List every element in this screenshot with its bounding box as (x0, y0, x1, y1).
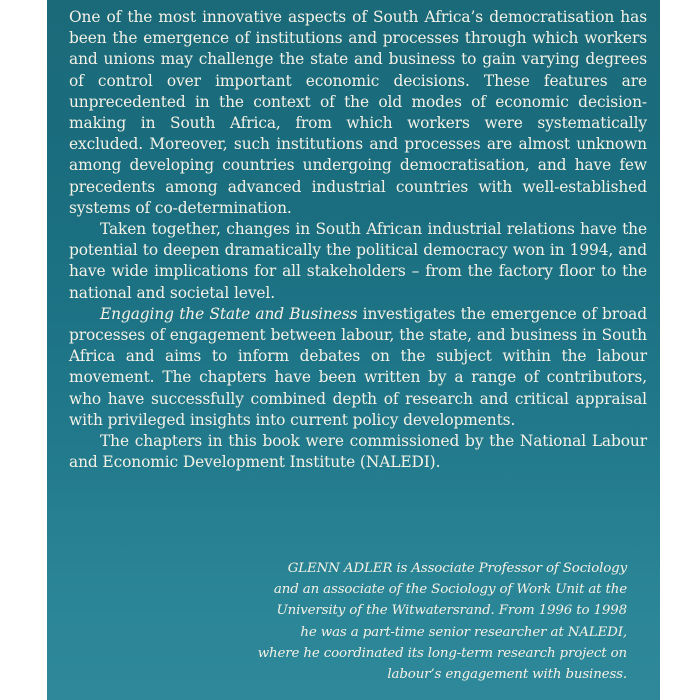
author-bio-line: University of the Witwatersrand. From 1996 to 1998 (276, 603, 627, 619)
author-bio-line: he was a part-time senior researcher at NALEDI, (300, 624, 627, 640)
author-bio-line: where he coordinated its long-term research project on (257, 645, 627, 661)
author-bio-line: labour’s engagement with business. (387, 667, 627, 683)
author-bio-line: and an associate of the Sociology of Work Unit at the (273, 582, 627, 598)
author-bio-line: GLENN ADLER is Associate Professor of Sociology (287, 561, 627, 576)
blurb-text (69, 7, 647, 473)
blurb-paragraph-4: The chapters in this book were commissioned by the National Labour and Economic Development Institute (NALEDI). (69, 432, 647, 472)
back-cover (47, 0, 660, 700)
book-title: Engaging the State and Business (100, 304, 358, 323)
blurb-paragraph-3-text: investigates the emergence of broad processes of engagement between labour, the state, and business in South Africa and aims to inform debates on the subject within the labour movement. The chapters have been written by a range of contributors, who have successfully combined depth of research and critical appraisal with privileged insights into current policy developments. (69, 304, 647, 429)
blurb-paragraph-3 (69, 304, 647, 431)
blurb-paragraph-1: One of the most innovative aspects of South Africa’s democratisation has been the emergence of institutions and processes through which workers and unions may challenge the state and business to gain varying degrees of control over important economic decisions. These features are unprecedented in the context of the old modes of economic decision-making in South Africa, from which workers were systematically excluded. Moreover, such institutions and processes are almost unknown among developing countries undergoing democratisation, and have few precedents among advanced industrial countries with well-established systems of co-determination. (69, 8, 647, 217)
author-bio (227, 558, 627, 685)
blurb-paragraph-2: Taken together, changes in South African industrial relations have the potential to deepen dramatically the political democracy won in 1994, and have wide implications for all stakeholders – from the factory floor to the national and societal level. (69, 220, 647, 302)
